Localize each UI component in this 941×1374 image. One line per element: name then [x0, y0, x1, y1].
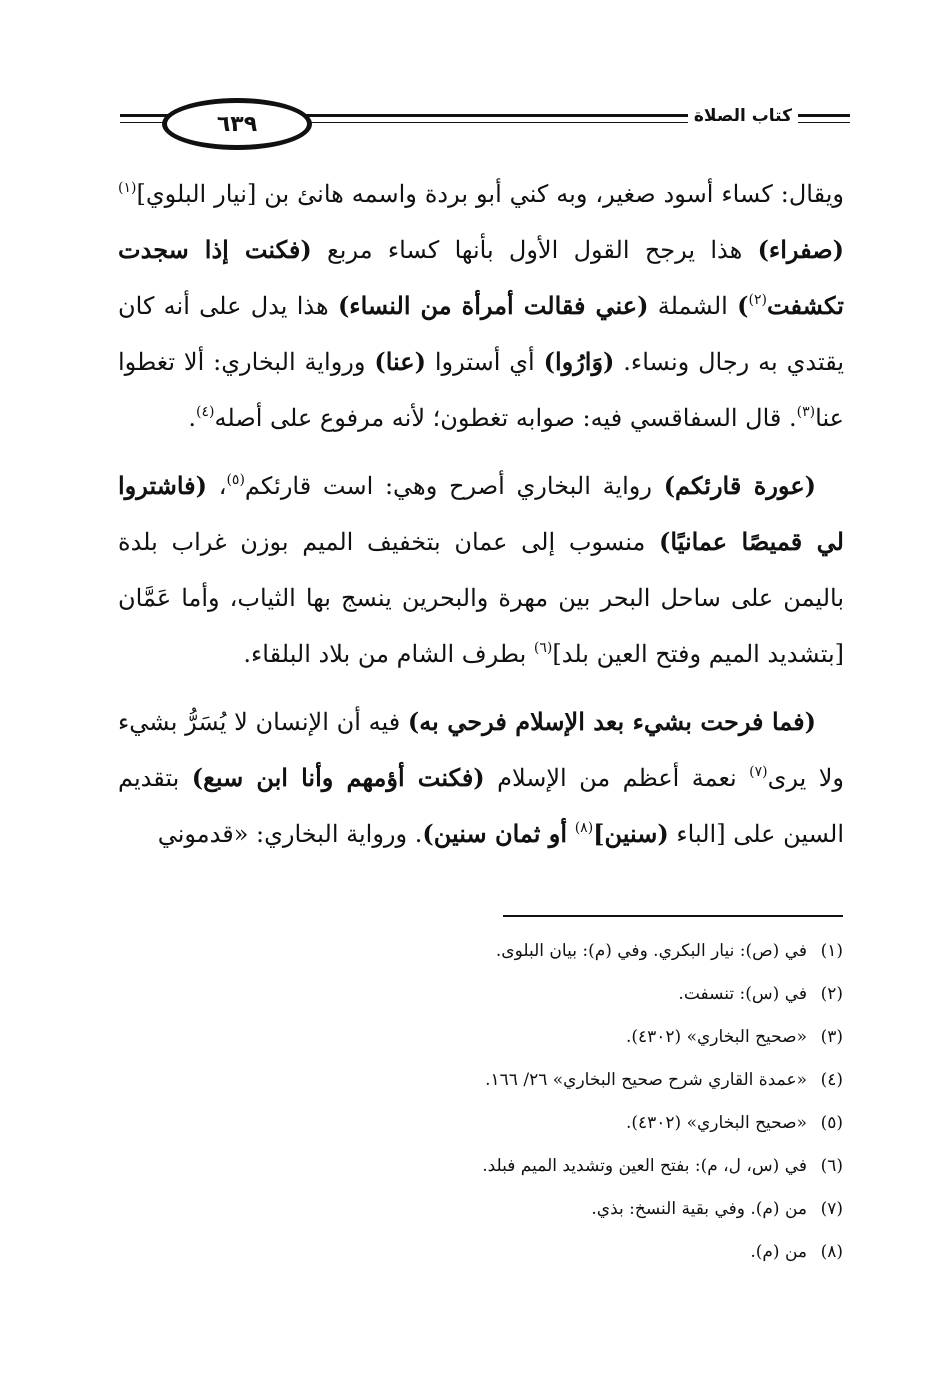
paragraph-3 — [118, 694, 844, 862]
footnote — [123, 1145, 843, 1188]
footnote-number: (٥) — [820, 1113, 843, 1133]
footnote-text: في (ص): نيار البكري. وفي (م): بيان البلوى. — [495, 941, 807, 961]
running-title: كتاب الصلاة — [688, 106, 798, 126]
text-span: . — [188, 404, 197, 432]
footnote-number: (٤) — [820, 1070, 843, 1090]
footnote — [123, 1231, 843, 1274]
text-span: بتقديم السين على [الباء — [118, 764, 844, 848]
footnote-text: «صحيح البخاري» (٤٣٠٢). — [625, 1113, 807, 1133]
bold-quote: (فما فرحت بشيء بعد الإسلام فرحي به) — [407, 707, 816, 736]
footnote-text: «عمدة القاري شرح صحيح البخاري» ٢٦/ ١٦٦. — [485, 1070, 807, 1090]
footnote-ref-1: (١) — [118, 180, 137, 196]
footnote — [123, 1102, 843, 1145]
page-number — [162, 98, 312, 150]
footnote-number: (٢) — [820, 984, 843, 1004]
text-span: نعمة أعظم من الإسلام — [484, 764, 750, 792]
text-span: رواية البخاري أصرح وهي: است قارئكم — [244, 472, 664, 500]
text-span: هذا يرجح القول الأول بأنها كساء مربع — [311, 236, 758, 264]
footnotes — [123, 930, 843, 1274]
text-span — [567, 820, 575, 848]
text-span: الشملة — [648, 292, 738, 320]
header-rule-left-top — [120, 114, 170, 117]
footnote-separator — [503, 915, 843, 917]
bold-quote: (صفراء) — [757, 235, 844, 264]
footnote-number: (٦) — [820, 1156, 843, 1176]
footnote-ref-3: (٣) — [796, 404, 816, 420]
bold-quote: ) — [737, 291, 749, 320]
text-span: فيه أن الإنسان لا يُسَرُّ بشيء ولا يرى — [118, 708, 845, 792]
footnote — [123, 1016, 843, 1059]
text-span: ، — [207, 472, 227, 500]
text-span: هذا يدل على أنه كان يقتدي به رجال ونساء. — [118, 292, 845, 376]
footnote-number: (١) — [820, 941, 843, 961]
main-text — [118, 166, 844, 874]
bold-quote: أو ثمان سنين) — [422, 819, 568, 848]
page-number-text: ٦٣٩ — [216, 111, 258, 137]
bold-quote: (فكنت أؤمهم وأنا ابن سبع) — [191, 763, 485, 792]
footnote — [123, 973, 843, 1016]
bold-quote: (فاشتروا لي قميصًا عمانيًا) — [118, 471, 844, 556]
text-span: . قال السفاقسي فيه: صوابه تغطون؛ لأنه مرفوع على أصله — [214, 404, 797, 432]
text-span: بطرف الشام من بلاد البلقاء. — [243, 640, 534, 668]
bold-quote: (عنا) — [374, 347, 426, 376]
text-span: أي أستروا — [425, 348, 544, 376]
text-span: . ورواية البخاري: «قدموني — [157, 820, 423, 848]
footnote-number: (٨) — [820, 1242, 843, 1262]
footnote-text: في (س، ل، م): بفتح العين وتشديد الميم فبلد. — [482, 1156, 807, 1176]
bold-quote: (سنين] — [593, 819, 669, 848]
footnote-text: في (س): تنسفت. — [678, 984, 807, 1004]
text-span: ورواية البخاري: ألا تغطوا عنا — [118, 348, 844, 432]
text-span: منسوب إلى عمان بتخفيف الميم بوزن غراب بلدة باليمن على ساحل البحر بين مهرة والبحرين ينسج بها الثياب، وأما عَمَّان [بتشديد الميم وفتح العين بلد] — [118, 528, 844, 668]
bold-quote: (عني فقالت أمرأة من النساء) — [337, 291, 649, 320]
bold-quote: (وَارُوا) — [543, 347, 615, 376]
page-header — [120, 92, 850, 162]
footnote — [123, 1059, 843, 1102]
footnote-ref-4: (٤) — [196, 404, 215, 420]
footnote-number: (٣) — [820, 1027, 843, 1047]
bold-quote: (فكنت إذا سجدت تكشفت — [118, 235, 844, 320]
footnote — [123, 930, 843, 973]
footnote-text: «صحيح البخاري» (٤٣٠٢). — [625, 1027, 807, 1047]
text-span: ويقال: كساء أسود صغير، وبه كني أبو بردة واسمه هانئ بن [نيار البلوي] — [136, 180, 844, 208]
footnote-ref-8: (٨) — [574, 820, 594, 836]
footnote-ref-7: (٧) — [749, 764, 768, 780]
footnote-number: (٧) — [820, 1199, 843, 1219]
footnote-ref-2: (٢) — [748, 292, 767, 308]
footnote-ref-5: (٥) — [226, 472, 245, 488]
footnote-text: من (م). وفي بقية النسخ: بذي. — [591, 1199, 807, 1219]
footnote — [123, 1188, 843, 1231]
footnote-ref-6: (٦) — [533, 640, 553, 656]
footnote-text: من (م). — [750, 1242, 807, 1262]
paragraph-1 — [118, 166, 844, 446]
bold-quote: (عورة قارئكم) — [663, 471, 817, 500]
paragraph-2 — [118, 458, 844, 682]
